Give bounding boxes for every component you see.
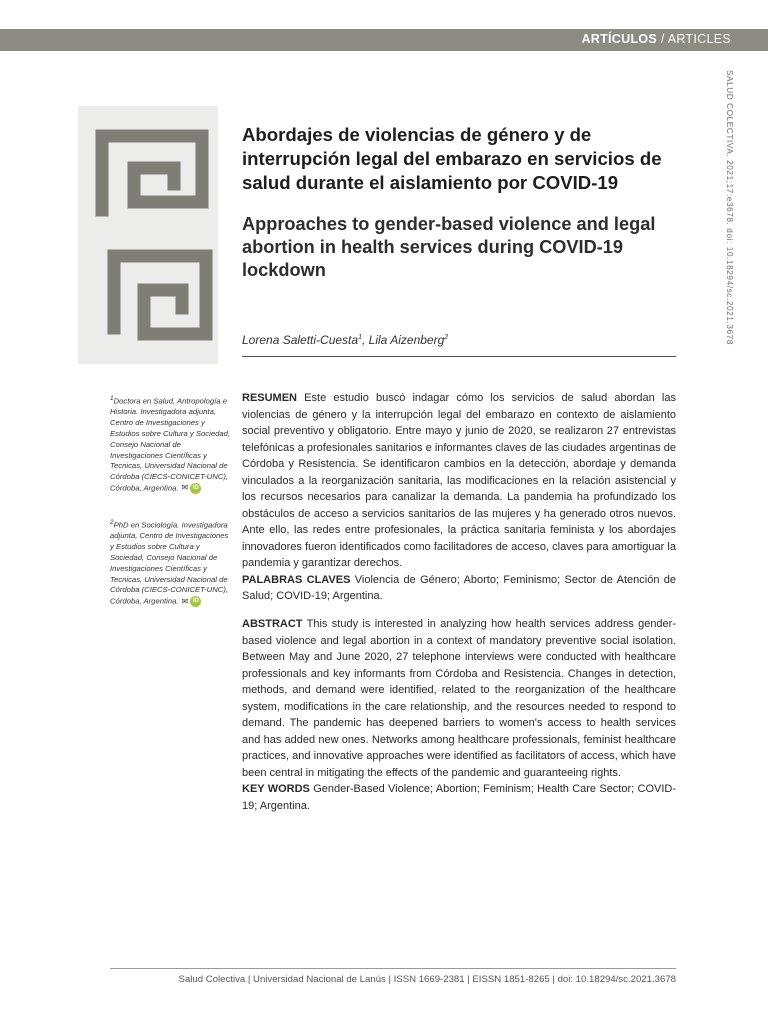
journal-sidebar — [708, 70, 740, 370]
key-words-text: Gender-Based Violence; Abortion; Feminism; Health Care Sector; COVID-19; Argentina. — [242, 783, 676, 812]
author-name: Lila Aizenberg — [368, 333, 445, 347]
author-sup: 2 — [444, 334, 449, 341]
resumen-label: RESUMEN — [242, 392, 298, 404]
journal-spiral-logo — [78, 106, 218, 364]
affiliation-2 — [110, 518, 232, 607]
affiliation-sup: 1 — [110, 395, 114, 402]
abstract-paragraph — [242, 616, 676, 814]
palabras-claves-text: Violencia de Género; Aborto; Feminismo; Sector de Atención de Salud; COVID-19; Argentina. — [242, 573, 677, 602]
palabras-claves-label: PALABRAS CLAVES — [242, 573, 351, 586]
author-name: Lorena Saletti-Cuesta — [242, 333, 359, 347]
mail-icon[interactable]: ✉ — [181, 596, 189, 606]
title-divider — [242, 356, 676, 357]
orcid-icon[interactable]: iD — [190, 483, 201, 494]
resumen-paragraph — [242, 390, 676, 605]
article-title: Abordajes de violencias de género y de interrupción legal del embarazo en servicios de salud durante el aislamiento por COVID-19 — [242, 124, 662, 193]
affiliation-text: PhD en Sociología. Investigadora adjunta, Centro de Investigaciones y Estudios sobre Cultura y Sociedad, Consejo Nacional de Investigaciones Científicas y Tecnicas, Universidad Nacional de Córdoba (CIECS-CONICET-UNC), Córdoba, Argentina. — [110, 520, 229, 606]
key-words-label: KEY WORDS — [242, 783, 310, 795]
author-list: Lorena Saletti-Cuesta$^1$, Lila Aizenberg$^2$ — [242, 333, 449, 347]
affiliation-text: Doctora en Salud, Antropología e Historia. Investigadora adjunta, Centro de Investigaciones y Estudios sobre Cultura y Sociedad, Consejo Nacional de Investigaciones Científicas y Tecnicas, Universidad Nacional de Córdoba (CIECS-CONICET-UNC), Córdoba, Argentina. — [110, 396, 231, 493]
footer-divider — [110, 968, 676, 969]
page-footer: Salud Colectiva | Universidad Nacional de Lanús | ISSN 1669-2381 | EISSN 1851-8265 | doi: 10.18294/sc.2021.3678 — [178, 974, 676, 985]
section-label-bold: ARTÍCULOS — [581, 32, 658, 46]
journal-citation-vertical: SALUD COLECTIVA. 2021;17:e3678. doi: 10.18294/sc.2021.3678 — [725, 70, 734, 345]
mail-icon[interactable]: ✉ — [181, 483, 189, 493]
orcid-icon[interactable]: iD — [190, 596, 201, 607]
article-subtitle: Approaches to gender-based violence and legal abortion in health services during COVID-19 lockdown — [242, 214, 656, 280]
section-label — [581, 32, 731, 46]
affiliation-sup: 2 — [110, 519, 114, 526]
abstract-label: ABSTRACT — [242, 618, 303, 630]
abstract-text: This study is interested in analyzing how health services address gender-based violence and legal abortion in a context of mandatory preventive social isolation. Between May and June 2020, 27 telephone interviews were conducted with healthcare professionals and key informants from Córdoba and Resistencia. Changes in detection, methods, and demand were identified, related to the reorganization of the healthcare system, modifications in the care relationship, and the resources needed to respond to demand. The pandemic has deepened barriers to women's access to health services and has added new ones. Networks among healthcare professionals, feminist healthcare practices, and innovative approaches were identified as facilitators of access, which have been central in mitigating the effects of the pandemic and guaranteeing rights. — [242, 618, 676, 779]
spiral-logo-icon — [78, 106, 218, 364]
section-label-rest: / ARTICLES — [657, 32, 731, 46]
section-header-bar — [0, 29, 768, 51]
resumen-text: Este estudio buscó indagar cómo los servicios de salud abordan las violencias de género y la interrupción legal del embarazo en contexto de aislamiento social preventivo y obligatorio. Entre mayo y junio de 2020, se realizaron 27 entrevistas telefónicas a profesionales sanitarios e informantes claves de las ciudades argentinas de Córdoba y Resistencia. Se identificaron cambios en la detección, abordaje y demanda vinculados a la reorganización sanitaria, las modificaciones en la relación asistencial y los recursos necesarios para canalizar la demanda. La pandemia ha profundizado los obstáculos de acceso a servicios sanitarios de las mujeres y ha generado otros nuevos. Ante ello, las redes entre profesionales, la práctica sanitaria feminista y los abordajes innovadores fueron identificados como facilitadores de acceso, claves para amortiguar la pandemia y garantizar derechos. — [242, 392, 676, 569]
affiliation-1 — [110, 394, 232, 494]
author-sup: 1 — [358, 334, 362, 341]
